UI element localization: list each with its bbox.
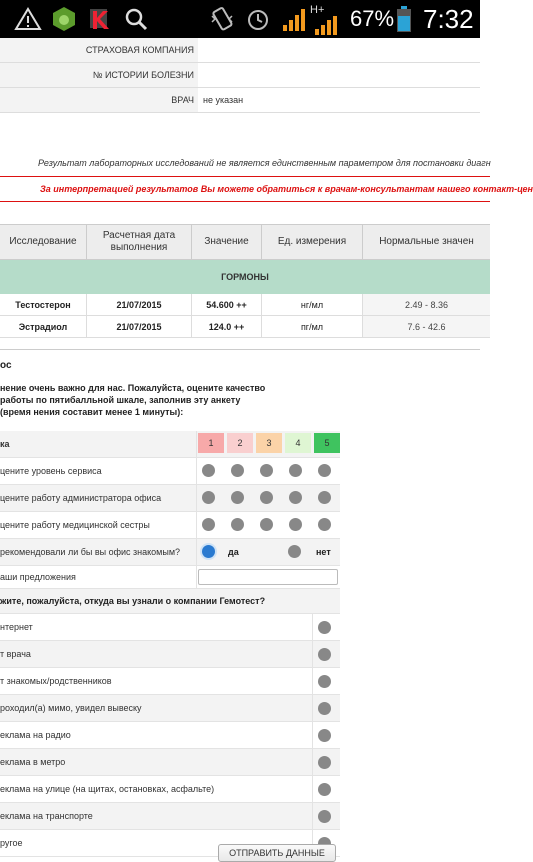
android-icon xyxy=(50,5,78,33)
suggestions-input[interactable] xyxy=(198,569,338,585)
status-bar xyxy=(0,0,480,38)
recommend-row xyxy=(0,539,340,566)
source-label: т знакомых/родственников xyxy=(0,676,112,686)
scale-4: 4 xyxy=(285,433,311,453)
results-table xyxy=(0,224,490,338)
source-radio[interactable] xyxy=(318,756,331,769)
search-icon xyxy=(122,5,150,33)
rating-radio[interactable] xyxy=(202,518,215,531)
rating-radio[interactable] xyxy=(231,464,244,477)
source-option xyxy=(0,695,340,722)
test-norm: 7.6 - 42.6 xyxy=(363,316,490,337)
table-row xyxy=(0,294,490,316)
source-option xyxy=(0,776,340,803)
info-row-doctor xyxy=(0,88,480,113)
rating-radio[interactable] xyxy=(289,464,302,477)
question-label: цените работу медицинской сестры xyxy=(0,520,150,530)
survey-form xyxy=(0,431,340,857)
survey-intro: нение очень важно для нас. Пожалуйста, оцените качество работы по пятибалльной шкале, заполнив эту анкету (время нения составит менее 1 минуты): xyxy=(0,383,266,417)
recommend-yes-label: да xyxy=(228,547,239,557)
info-label: ВРАЧ xyxy=(0,88,198,112)
disclaimer-text: Результат лабораторных исследований не является единственным параметром для постановки диагн xyxy=(38,158,491,168)
scale-2: 2 xyxy=(227,433,253,453)
source-option xyxy=(0,614,340,641)
test-name: Тестостерон xyxy=(0,294,87,315)
source-radio[interactable] xyxy=(318,729,331,742)
test-name: Эстрадиол xyxy=(0,316,87,337)
test-date: 21/07/2015 xyxy=(87,294,192,315)
rating-row-nurse xyxy=(0,512,340,539)
scale-header-row xyxy=(0,431,340,458)
page-content xyxy=(0,38,533,858)
info-value: не указан xyxy=(203,95,244,105)
test-value: 124.0 ++ xyxy=(192,316,262,337)
clock: 7:32 xyxy=(423,4,474,34)
rating-radio[interactable] xyxy=(260,518,273,531)
column-header: Расчетная дата выполнения xyxy=(87,225,192,259)
column-header: Нормальные значен xyxy=(379,236,474,247)
scale-5: 5 xyxy=(314,433,340,453)
submit-button[interactable]: ОТПРАВИТЬ ДАННЫЕ xyxy=(218,844,336,862)
patient-info-table xyxy=(0,38,480,113)
source-radio[interactable] xyxy=(318,702,331,715)
alarm-icon xyxy=(244,5,272,33)
rating-radio[interactable] xyxy=(318,464,331,477)
vibrate-icon xyxy=(208,5,236,33)
source-label: еклама на радио xyxy=(0,730,71,740)
survey-title: ос xyxy=(0,360,12,371)
source-label: нтернет xyxy=(0,622,33,632)
signal-icon xyxy=(312,14,342,36)
table-row xyxy=(0,316,490,338)
source-label: еклама на транспорте xyxy=(0,811,93,821)
info-label: № ИСТОРИИ БОЛЕЗНИ xyxy=(0,63,198,87)
info-label: СТРАХОВАЯ КОМПАНИЯ xyxy=(0,38,198,62)
rating-radio[interactable] xyxy=(318,518,331,531)
rating-radio[interactable] xyxy=(202,491,215,504)
source-option xyxy=(0,668,340,695)
recommend-yes-radio[interactable] xyxy=(202,545,215,558)
results-header xyxy=(0,224,490,260)
source-label: роходил(а) мимо, увидел вывеску xyxy=(0,703,142,713)
consult-notice xyxy=(0,176,533,202)
battery-icon xyxy=(396,5,412,33)
source-radio[interactable] xyxy=(318,648,331,661)
source-label: еклама на улице (на щитах, остановках, асфальте) xyxy=(0,784,215,794)
divider xyxy=(0,349,480,350)
signal-icon xyxy=(282,5,310,33)
rating-radio[interactable] xyxy=(289,491,302,504)
rating-radio[interactable] xyxy=(318,491,331,504)
scale-label: ка xyxy=(0,439,10,449)
column-header: Ед. измерения xyxy=(262,225,363,259)
recommend-label: рекомендовали ли бы вы офис знакомым? xyxy=(0,547,181,557)
kaspersky-icon xyxy=(86,5,114,33)
source-radio[interactable] xyxy=(318,675,331,688)
source-label: ругое xyxy=(0,838,23,848)
source-options xyxy=(0,614,340,857)
info-value xyxy=(199,63,480,87)
test-norm: 2.49 - 8.36 xyxy=(363,294,490,315)
source-label: еклама в метро xyxy=(0,757,66,767)
consult-text: За интерпретацией результатов Вы можете обратиться к врачам-консультантам нашего контакт-цен xyxy=(40,184,533,194)
question-label: цените работу администратора офиса xyxy=(0,493,162,503)
source-option xyxy=(0,722,340,749)
test-value: 54.600 ++ xyxy=(192,294,262,315)
question-label: цените уровень сервиса xyxy=(0,466,102,476)
test-unit: нг/мл xyxy=(262,294,363,315)
battery-percent: 67% xyxy=(350,6,395,31)
source-option xyxy=(0,641,340,668)
scale-3: 3 xyxy=(256,433,282,453)
test-unit: пг/мл xyxy=(262,316,363,337)
info-value xyxy=(199,38,480,62)
info-row-insurance xyxy=(0,38,480,63)
test-date: 21/07/2015 xyxy=(87,316,192,337)
warning-icon xyxy=(14,5,42,33)
column-header: Значение xyxy=(192,225,262,259)
rating-radio[interactable] xyxy=(231,518,244,531)
rating-radio[interactable] xyxy=(231,491,244,504)
source-label: т врача xyxy=(0,649,31,659)
rating-radio[interactable] xyxy=(260,464,273,477)
section-header: ГОРМОНЫ xyxy=(0,260,490,294)
rating-radio[interactable] xyxy=(260,491,273,504)
source-radio[interactable] xyxy=(318,810,331,823)
rating-radio[interactable] xyxy=(202,464,215,477)
info-row-history xyxy=(0,63,480,88)
source-question: жите, пожалуйста, откуда вы узнали о компании Гемотест? xyxy=(0,589,340,614)
rating-radio[interactable] xyxy=(289,518,302,531)
column-header: Исследование xyxy=(0,225,87,259)
source-radio[interactable] xyxy=(318,783,331,796)
suggestions-label: аши предложения xyxy=(0,572,76,582)
recommend-no-label: нет xyxy=(316,547,331,557)
recommend-no-radio[interactable] xyxy=(288,545,301,558)
network-type: H+ xyxy=(310,4,325,16)
suggestions-row xyxy=(0,566,340,589)
scale-1: 1 xyxy=(198,433,224,453)
rating-row-service xyxy=(0,458,340,485)
source-radio[interactable] xyxy=(318,621,331,634)
source-option xyxy=(0,749,340,776)
source-option xyxy=(0,803,340,830)
rating-row-admin xyxy=(0,485,340,512)
